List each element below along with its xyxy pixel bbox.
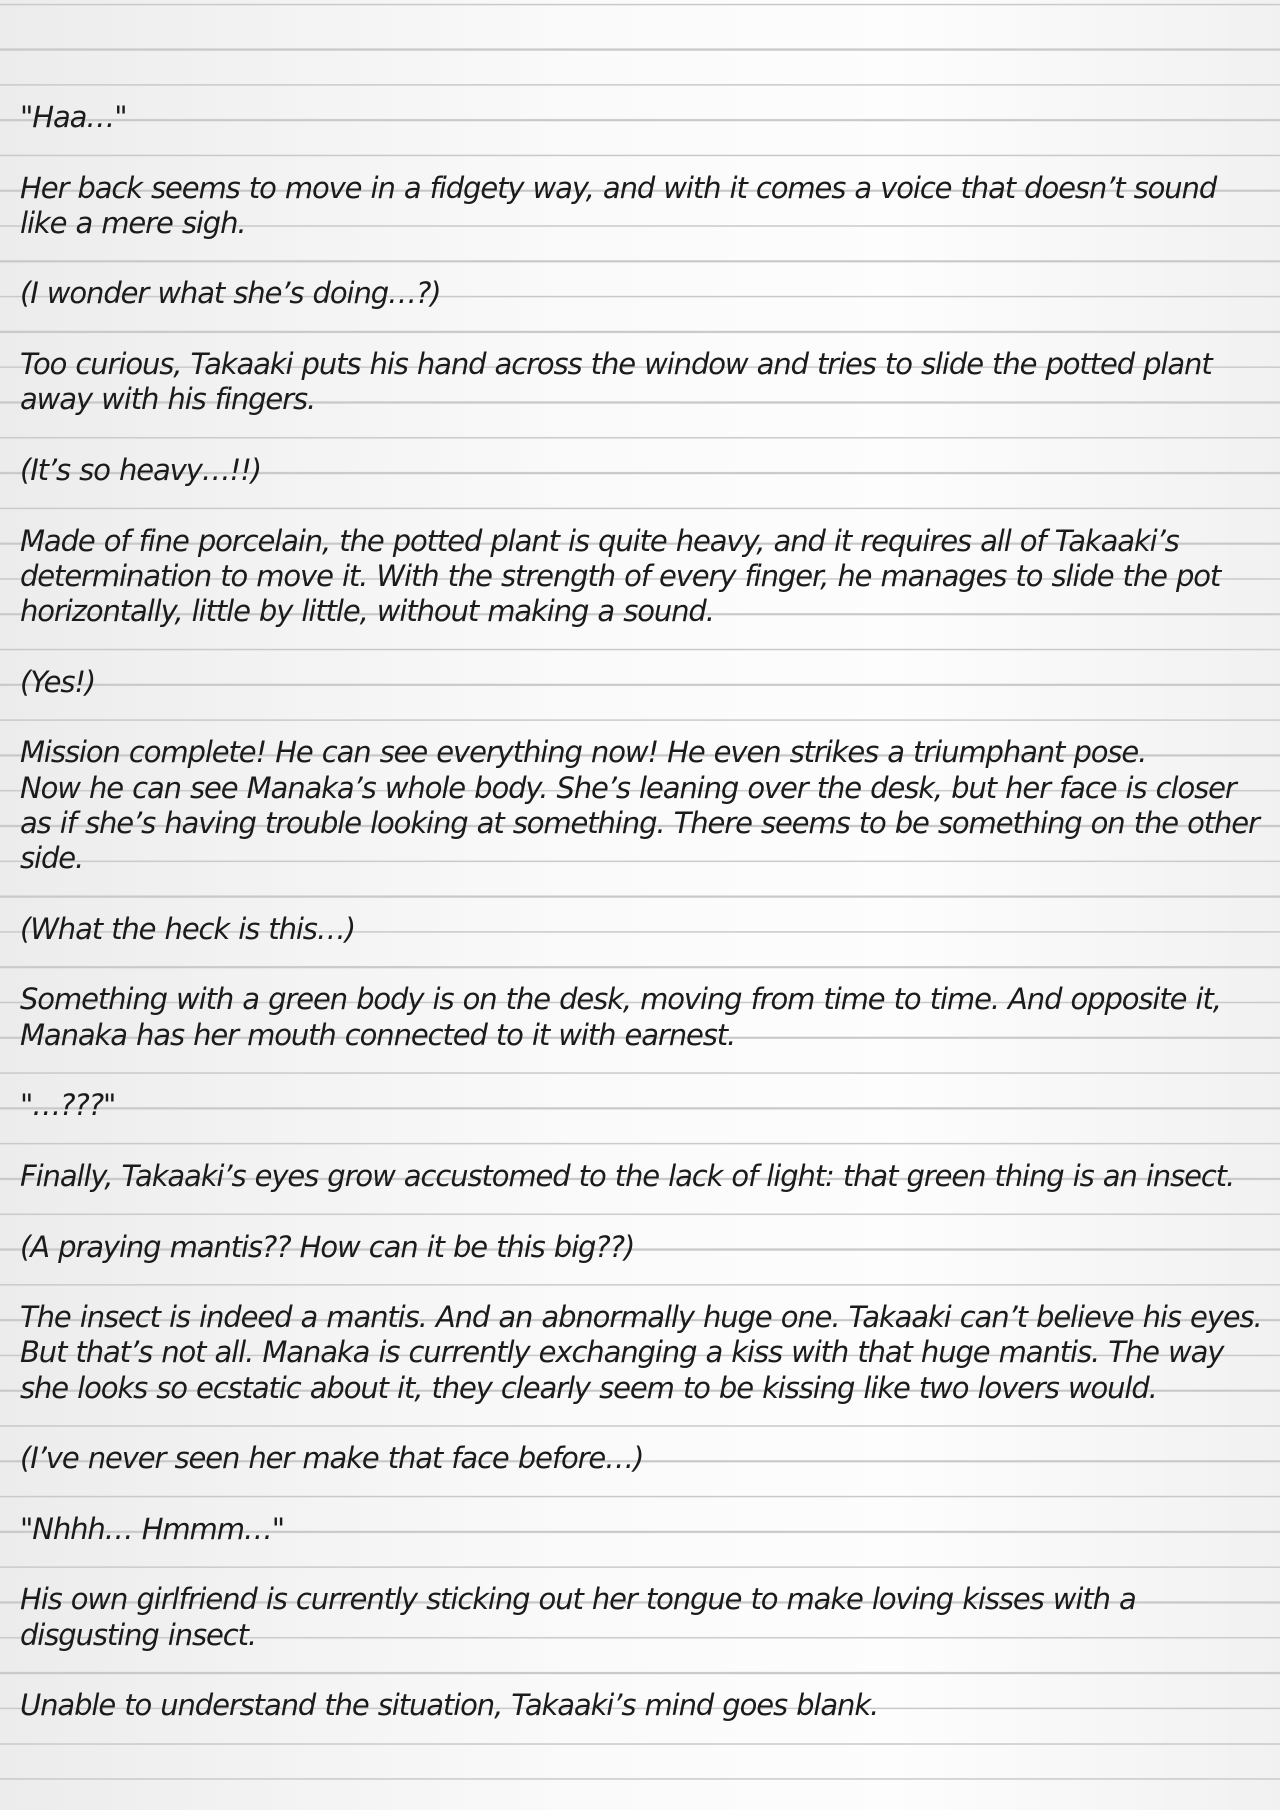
thought-yes: (Yes!)	[20, 664, 96, 699]
paragraph-girlfriend: His own girlfriend is currently sticking out her tongue to make loving kisses with a disgusting insect.	[20, 1582, 1136, 1652]
thought-what-the-heck: (What the heck is this…)	[20, 911, 355, 946]
dialogue-haa: "Haa…"	[20, 100, 127, 134]
thought-heavy: (It’s so heavy…!!)	[20, 452, 261, 487]
dialogue-question: "…???"	[20, 1088, 116, 1123]
dialogue-nhhh: "Nhhh… Hmmm…"	[20, 1511, 284, 1546]
story-text	[20, 100, 1275, 1759]
paragraph-slide-plant: Too curious, Takaaki puts his hand across the window and tries to slide the potted plant away with his fingers.	[20, 347, 1212, 417]
paragraph-huge-mantis: The insect is indeed a mantis. And an abnormally huge one. Takaaki can’t believe his eyes. But that’s not all. Manaka is currently exchanging a kiss with that huge mantis. The way she looks so ecstatic about it, they clearly seem to be kissing like two lovers would.	[20, 1300, 1262, 1405]
paragraph-fidgety-back: Her back seems to move in a fidgety way, and with it comes a voice that doesn’t sound like a mere sigh.	[20, 170, 1217, 240]
paragraph-insect: Finally, Takaaki’s eyes grow accustomed to the lack of light: that green thing is an insect.	[20, 1158, 1235, 1193]
paragraph-mission-complete: Mission complete! He can see everything now! He even strikes a triumphant pose. Now he can see Manaka’s whole body. She’s leaning over the desk, but her face is closer as if she’s having trouble looking at something. There seems to be something on the other side.	[20, 735, 1259, 876]
paragraph-porcelain: Made of fine porcelain, the potted plant is quite heavy, and it requires all of Takaaki’s determination to move it. With the strength of every finger, he manages to slide the pot horizontally, little by little, without making a sound.	[20, 523, 1221, 629]
paragraph-green-body: Something with a green body is on the desk, moving from time to time. And opposite it, Manaka has her mouth connected to it with earnest.	[20, 982, 1221, 1052]
thought-mantis: (A praying mantis?? How can it be this big??)	[20, 1229, 635, 1264]
paragraph-mind-blank: Unable to understand the situation, Takaaki’s mind goes blank.	[20, 1688, 879, 1723]
thought-wonder: (I wonder what she’s doing…?)	[20, 276, 441, 311]
thought-never-seen: (I’ve never seen her make that face before…)	[20, 1441, 644, 1476]
